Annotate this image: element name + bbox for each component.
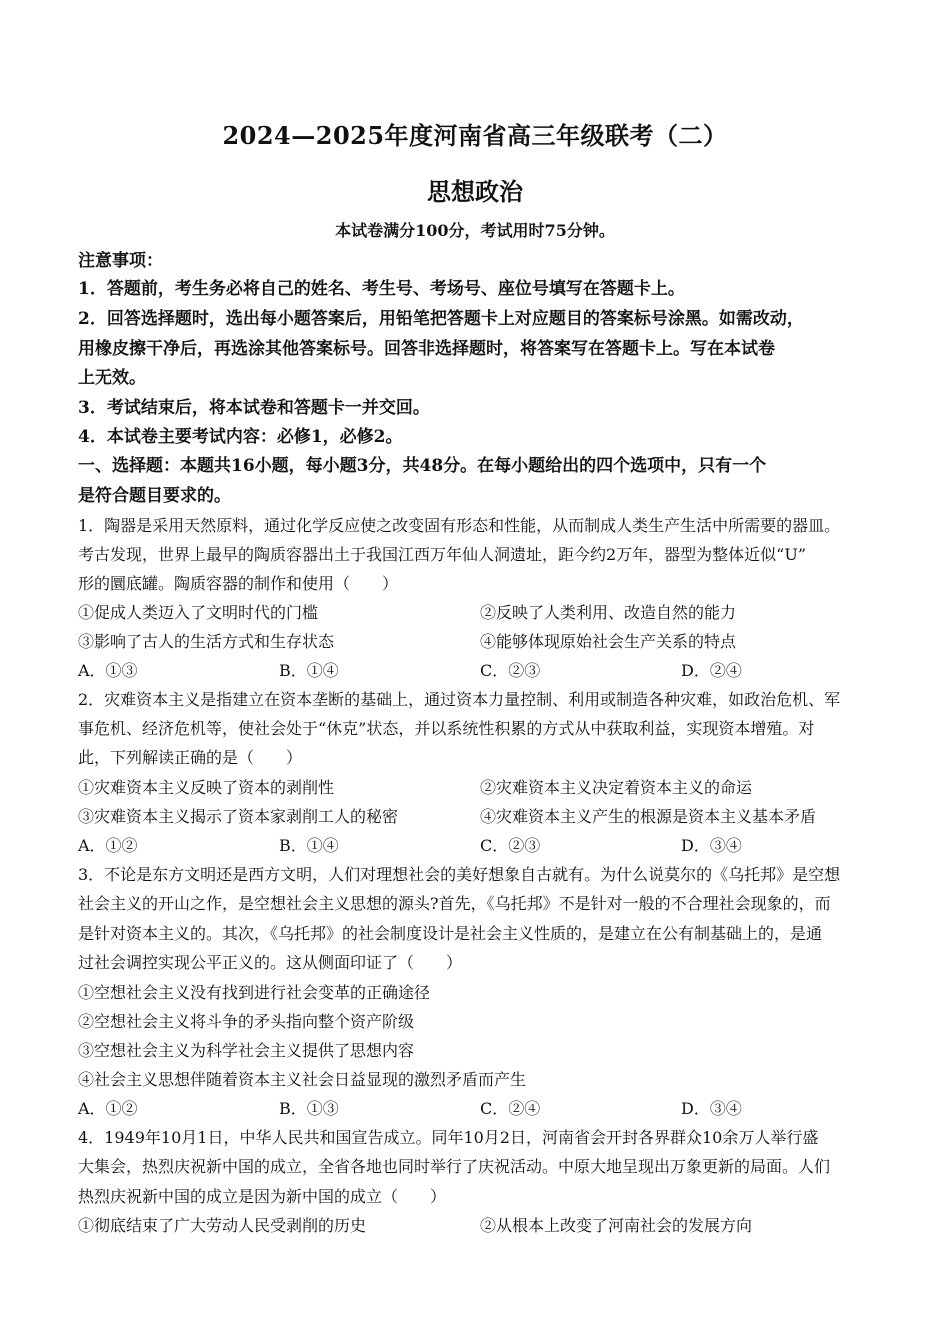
q3-stem-line-4: 过社会调控实现公平正义的。这从侧面印证了（ ） [78, 953, 463, 972]
q2-statement-4: ④灾难资本主义产生的根源是资本主义基本矛盾 [480, 807, 817, 826]
note-item-4: 4．本试卷主要考试内容：必修1，必修2。 [78, 427, 403, 447]
q4-stem-line-2: 大集会，热烈庆祝新中国的成立，全省各地也同时举行了庆祝活动。中原大地呈现出万象更新的局面。人们 [78, 1157, 831, 1176]
q3-option-c: C．②④ [480, 1099, 541, 1118]
q3-stem-line-1: 3．不论是东方文明还是西方文明，人们对理想社会的美好想象自古就有。为什么说莫尔的《乌托邦》是空想 [78, 865, 841, 884]
q3-option-d: D．③④ [681, 1099, 742, 1118]
q1-stem-line-2: 考古发现，世界上最早的陶质容器出土于我国江西万年仙人洞遗址，距今约2万年，器型为整体近似“U” [78, 545, 807, 564]
q3-stem-line-2: 社会主义的开山之作，是空想社会主义思想的源头?首先，《乌托邦》不是针对一般的不合理社会现象的，而 [78, 894, 831, 913]
q2-stem-line-2: 事危机、经济危机等，使社会处于“休克”状态，并以系统性积累的方式从中获取利益，实现资本增殖。对 [78, 719, 815, 738]
q2-statement-1: ①灾难资本主义反映了资本的剥削性 [78, 778, 335, 797]
q4-statement-2: ②从根本上改变了河南社会的发展方向 [480, 1216, 753, 1235]
exam-title: 2024—2025年度河南省高三年级联考（二） [222, 121, 728, 150]
q2-stem-line-3: 此，下列解读正确的是（ ） [78, 748, 303, 767]
section-heading-line-1: 一、选择题：本题共16小题，每小题3分，共48分。在每小题给出的四个选项中，只有一个 [78, 456, 767, 476]
notes-heading: 注意事项： [78, 251, 163, 271]
q3-stem-line-3: 是针对资本主义的。其次，《乌托邦》的社会制度设计是社会主义性质的，是建立在公有制基础上的，是通 [78, 924, 823, 943]
q4-statement-1: ①彻底结束了广大劳动人民受剥削的历史 [78, 1216, 367, 1235]
q2-statement-2: ②灾难资本主义决定着资本主义的命运 [480, 778, 753, 797]
section-heading-line-2: 是符合题目要求的。 [78, 486, 231, 506]
q2-option-c: C．②③ [480, 836, 541, 855]
q1-option-b: B．①④ [279, 661, 339, 680]
q1-statement-3: ③影响了古人的生活方式和生存状态 [78, 632, 335, 651]
exam-info: 本试卷满分100分，考试用时75分钟。 [335, 221, 615, 240]
q2-stem-line-1: 2．灾难资本主义是指建立在资本垄断的基础上，通过资本力量控制、利用或制造各种灾难，如政治危机、军 [78, 690, 841, 709]
note-item-2-line-3: 上无效。 [78, 368, 146, 388]
q3-statement-3: ③空想社会主义为科学社会主义提供了思想内容 [78, 1041, 415, 1060]
q1-option-a: A．①③ [78, 661, 138, 680]
q3-statement-2: ②空想社会主义将斗争的矛头指向整个资产阶级 [78, 1012, 415, 1031]
q3-statement-4: ④社会主义思想伴随着资本主义社会日益显现的激烈矛盾而产生 [78, 1070, 527, 1089]
q2-option-a: A．①② [78, 836, 138, 855]
q2-statement-3: ③灾难资本主义揭示了资本家剥削工人的秘密 [78, 807, 399, 826]
q1-statement-1: ①促成人类迈入了文明时代的门槛 [78, 603, 319, 622]
q1-statement-4: ④能够体现原始社会生产关系的特点 [480, 632, 737, 651]
q1-option-d: D．②④ [681, 661, 742, 680]
q1-option-c: C．②③ [480, 661, 541, 680]
q3-option-a: A．①② [78, 1099, 138, 1118]
q1-statement-2: ②反映了人类利用、改造自然的能力 [480, 603, 737, 622]
note-item-2-line-2: 用橡皮擦干净后，再选涂其他答案标号。回答非选择题时，将答案写在答题卡上。写在本试卷 [78, 339, 775, 359]
note-item-1: 1．答题前，考生务必将自己的姓名、考生号、考场号、座位号填写在答题卡上。 [78, 279, 685, 299]
q1-stem-line-1: 1．陶器是采用天然原料，通过化学反应使之改变固有形态和性能，从而制成人类生产生活中所需要的器皿。 [78, 516, 841, 535]
q4-stem-line-3: 热烈庆祝新中国的成立是因为新中国的成立（ ） [78, 1187, 447, 1206]
q2-option-b: B．①④ [279, 836, 339, 855]
note-item-2-line-1: 2．回答选择题时，选出每小题答案后，用铅笔把答题卡上对应题目的答案标号涂黑。如需改动， [78, 309, 804, 329]
q3-statement-1: ①空想社会主义没有找到进行社会变革的正确途径 [78, 983, 431, 1002]
q1-stem-line-3: 形的圜底罐。陶质容器的制作和使用（ ） [78, 574, 399, 593]
q2-option-d: D．③④ [681, 836, 742, 855]
q4-stem-line-1: 4．1949年10月1日，中华人民共和国宣告成立。同年10月2日，河南省会开封各界群众10余万人举行盛 [78, 1128, 819, 1147]
q3-option-b: B．①③ [279, 1099, 339, 1118]
subject-title: 思想政治 [427, 177, 523, 206]
note-item-3: 3．考试结束后，将本试卷和答题卡一并交回。 [78, 398, 430, 418]
